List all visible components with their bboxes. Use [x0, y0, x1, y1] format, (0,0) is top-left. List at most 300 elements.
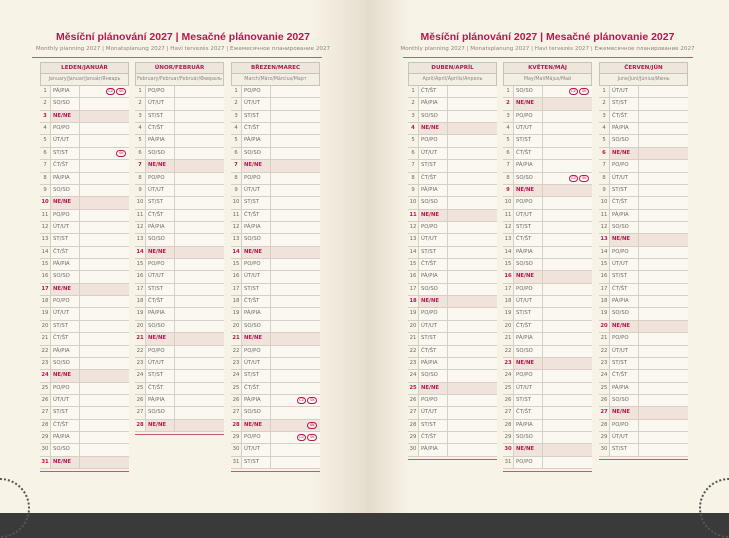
- day-row[interactable]: [599, 444, 688, 456]
- day-row[interactable]: [40, 234, 129, 246]
- day-row[interactable]: [135, 346, 224, 358]
- note-cell[interactable]: [271, 395, 320, 406]
- note-cell[interactable]: [271, 259, 320, 270]
- day-row[interactable]: [135, 333, 224, 345]
- note-cell[interactable]: [448, 284, 497, 295]
- note-cell[interactable]: [271, 111, 320, 122]
- day-row[interactable]: [135, 420, 224, 432]
- day-row[interactable]: [408, 432, 497, 444]
- day-row[interactable]: [40, 210, 129, 222]
- day-row[interactable]: [408, 210, 497, 222]
- day-row[interactable]: [503, 247, 592, 259]
- day-row[interactable]: [40, 370, 129, 382]
- day-row[interactable]: [135, 358, 224, 370]
- day-row[interactable]: [135, 111, 224, 123]
- note-cell[interactable]: [80, 444, 129, 455]
- note-cell[interactable]: [543, 247, 592, 258]
- day-row[interactable]: [408, 259, 497, 271]
- note-cell[interactable]: [80, 185, 129, 196]
- day-row[interactable]: [40, 346, 129, 358]
- note-cell[interactable]: [543, 123, 592, 134]
- day-row[interactable]: [231, 383, 320, 395]
- day-row[interactable]: [599, 407, 688, 419]
- day-row[interactable]: [408, 148, 497, 160]
- day-row[interactable]: [503, 234, 592, 246]
- note-cell[interactable]: [543, 308, 592, 319]
- day-row[interactable]: [503, 457, 592, 469]
- note-cell[interactable]: [175, 370, 224, 381]
- note-cell[interactable]: [448, 185, 497, 196]
- day-row[interactable]: [231, 197, 320, 209]
- day-row[interactable]: [231, 173, 320, 185]
- day-row[interactable]: [40, 148, 129, 160]
- note-cell[interactable]: [175, 259, 224, 270]
- day-row[interactable]: [408, 234, 497, 246]
- day-row[interactable]: [503, 333, 592, 345]
- day-row[interactable]: [231, 222, 320, 234]
- note-cell[interactable]: [175, 358, 224, 369]
- note-cell[interactable]: [543, 160, 592, 171]
- note-cell[interactable]: [543, 444, 592, 455]
- day-row[interactable]: [503, 346, 592, 358]
- day-row[interactable]: [40, 284, 129, 296]
- day-row[interactable]: [408, 420, 497, 432]
- day-row[interactable]: [599, 210, 688, 222]
- day-row[interactable]: [40, 185, 129, 197]
- day-row[interactable]: [599, 370, 688, 382]
- day-row[interactable]: [503, 123, 592, 135]
- note-cell[interactable]: [543, 197, 592, 208]
- day-row[interactable]: [135, 259, 224, 271]
- note-cell[interactable]: [639, 370, 688, 381]
- day-row[interactable]: [40, 86, 129, 98]
- note-cell[interactable]: [448, 98, 497, 109]
- note-cell[interactable]: [271, 321, 320, 332]
- day-row[interactable]: [503, 284, 592, 296]
- day-row[interactable]: [599, 197, 688, 209]
- day-row[interactable]: [231, 407, 320, 419]
- note-cell[interactable]: [448, 308, 497, 319]
- note-cell[interactable]: [639, 111, 688, 122]
- note-cell[interactable]: [175, 86, 224, 97]
- note-cell[interactable]: [80, 395, 129, 406]
- day-row[interactable]: [503, 197, 592, 209]
- note-cell[interactable]: [448, 432, 497, 443]
- note-cell[interactable]: [175, 346, 224, 357]
- day-row[interactable]: [503, 383, 592, 395]
- day-row[interactable]: [503, 321, 592, 333]
- note-cell[interactable]: [80, 111, 129, 122]
- note-cell[interactable]: [448, 173, 497, 184]
- note-cell[interactable]: [639, 98, 688, 109]
- note-cell[interactable]: [639, 123, 688, 134]
- day-row[interactable]: [231, 86, 320, 98]
- note-cell[interactable]: [80, 284, 129, 295]
- note-cell[interactable]: [80, 370, 129, 381]
- day-row[interactable]: [40, 98, 129, 110]
- day-row[interactable]: [503, 308, 592, 320]
- day-row[interactable]: [503, 98, 592, 110]
- day-row[interactable]: [503, 185, 592, 197]
- day-row[interactable]: [135, 185, 224, 197]
- day-row[interactable]: [503, 135, 592, 147]
- note-cell[interactable]: [639, 420, 688, 431]
- day-row[interactable]: [40, 395, 129, 407]
- note-cell[interactable]: [448, 234, 497, 245]
- day-row[interactable]: [408, 98, 497, 110]
- note-cell[interactable]: [639, 407, 688, 418]
- day-row[interactable]: [231, 111, 320, 123]
- note-cell[interactable]: [80, 358, 129, 369]
- note-cell[interactable]: [271, 135, 320, 146]
- day-row[interactable]: [135, 135, 224, 147]
- note-cell[interactable]: [80, 271, 129, 282]
- note-cell[interactable]: [448, 370, 497, 381]
- note-cell[interactable]: [448, 222, 497, 233]
- note-cell[interactable]: [639, 395, 688, 406]
- note-cell[interactable]: [271, 284, 320, 295]
- note-cell[interactable]: [80, 296, 129, 307]
- note-cell[interactable]: [543, 173, 592, 184]
- day-row[interactable]: [599, 333, 688, 345]
- day-row[interactable]: [135, 210, 224, 222]
- note-cell[interactable]: [271, 247, 320, 258]
- day-row[interactable]: [231, 271, 320, 283]
- note-cell[interactable]: [639, 308, 688, 319]
- note-cell[interactable]: [543, 395, 592, 406]
- note-cell[interactable]: [639, 210, 688, 221]
- day-row[interactable]: [135, 284, 224, 296]
- day-row[interactable]: [135, 247, 224, 259]
- note-cell[interactable]: [80, 383, 129, 394]
- day-row[interactable]: [408, 346, 497, 358]
- day-row[interactable]: [599, 185, 688, 197]
- note-cell[interactable]: [271, 457, 320, 468]
- day-row[interactable]: [40, 197, 129, 209]
- day-row[interactable]: [503, 111, 592, 123]
- note-cell[interactable]: [175, 234, 224, 245]
- note-cell[interactable]: [448, 148, 497, 159]
- day-row[interactable]: [599, 247, 688, 259]
- note-cell[interactable]: [175, 98, 224, 109]
- day-row[interactable]: [408, 271, 497, 283]
- day-row[interactable]: [599, 358, 688, 370]
- note-cell[interactable]: [543, 86, 592, 97]
- day-row[interactable]: [408, 308, 497, 320]
- note-cell[interactable]: [448, 444, 497, 455]
- day-row[interactable]: [231, 296, 320, 308]
- note-cell[interactable]: [448, 111, 497, 122]
- day-row[interactable]: [40, 173, 129, 185]
- note-cell[interactable]: [175, 308, 224, 319]
- note-cell[interactable]: [271, 407, 320, 418]
- note-cell[interactable]: [80, 173, 129, 184]
- note-cell[interactable]: [639, 234, 688, 245]
- day-row[interactable]: [408, 86, 497, 98]
- note-cell[interactable]: [271, 197, 320, 208]
- note-cell[interactable]: [448, 321, 497, 332]
- note-cell[interactable]: [543, 259, 592, 270]
- note-cell[interactable]: [639, 86, 688, 97]
- note-cell[interactable]: [271, 185, 320, 196]
- day-row[interactable]: [231, 185, 320, 197]
- day-row[interactable]: [231, 123, 320, 135]
- note-cell[interactable]: [543, 234, 592, 245]
- note-cell[interactable]: [639, 358, 688, 369]
- note-cell[interactable]: [448, 296, 497, 307]
- note-cell[interactable]: [271, 346, 320, 357]
- note-cell[interactable]: [448, 259, 497, 270]
- note-cell[interactable]: [543, 296, 592, 307]
- day-row[interactable]: [408, 383, 497, 395]
- day-row[interactable]: [503, 420, 592, 432]
- day-row[interactable]: [231, 370, 320, 382]
- day-row[interactable]: [40, 123, 129, 135]
- day-row[interactable]: [135, 395, 224, 407]
- day-row[interactable]: [231, 346, 320, 358]
- note-cell[interactable]: [175, 185, 224, 196]
- note-cell[interactable]: [543, 346, 592, 357]
- note-cell[interactable]: [543, 420, 592, 431]
- day-row[interactable]: [40, 222, 129, 234]
- note-cell[interactable]: [80, 457, 129, 468]
- day-row[interactable]: [231, 234, 320, 246]
- note-cell[interactable]: [448, 346, 497, 357]
- day-row[interactable]: [503, 395, 592, 407]
- day-row[interactable]: [503, 86, 592, 98]
- day-row[interactable]: [599, 234, 688, 246]
- note-cell[interactable]: [271, 333, 320, 344]
- day-row[interactable]: [231, 259, 320, 271]
- note-cell[interactable]: [448, 210, 497, 221]
- note-cell[interactable]: [80, 234, 129, 245]
- day-row[interactable]: [408, 160, 497, 172]
- note-cell[interactable]: [543, 111, 592, 122]
- day-row[interactable]: [599, 98, 688, 110]
- note-cell[interactable]: [543, 185, 592, 196]
- note-cell[interactable]: [271, 234, 320, 245]
- day-row[interactable]: [40, 135, 129, 147]
- day-row[interactable]: [135, 123, 224, 135]
- note-cell[interactable]: [448, 160, 497, 171]
- day-row[interactable]: [40, 444, 129, 456]
- note-cell[interactable]: [448, 247, 497, 258]
- day-row[interactable]: [599, 135, 688, 147]
- note-cell[interactable]: [80, 420, 129, 431]
- note-cell[interactable]: [271, 358, 320, 369]
- note-cell[interactable]: [639, 247, 688, 258]
- day-row[interactable]: [408, 111, 497, 123]
- day-row[interactable]: [503, 173, 592, 185]
- day-row[interactable]: [408, 185, 497, 197]
- note-cell[interactable]: [80, 222, 129, 233]
- note-cell[interactable]: [448, 383, 497, 394]
- note-cell[interactable]: [639, 160, 688, 171]
- note-cell[interactable]: [639, 321, 688, 332]
- day-row[interactable]: [599, 420, 688, 432]
- day-row[interactable]: [40, 383, 129, 395]
- note-cell[interactable]: [543, 432, 592, 443]
- note-cell[interactable]: [448, 86, 497, 97]
- day-row[interactable]: [135, 86, 224, 98]
- day-row[interactable]: [40, 259, 129, 271]
- day-row[interactable]: [135, 407, 224, 419]
- day-row[interactable]: [503, 432, 592, 444]
- day-row[interactable]: [599, 432, 688, 444]
- day-row[interactable]: [40, 333, 129, 345]
- note-cell[interactable]: [639, 259, 688, 270]
- note-cell[interactable]: [639, 432, 688, 443]
- day-row[interactable]: [503, 358, 592, 370]
- day-row[interactable]: [231, 148, 320, 160]
- note-cell[interactable]: [80, 321, 129, 332]
- note-cell[interactable]: [639, 222, 688, 233]
- note-cell[interactable]: [271, 86, 320, 97]
- note-cell[interactable]: [639, 135, 688, 146]
- day-row[interactable]: [231, 444, 320, 456]
- note-cell[interactable]: [80, 308, 129, 319]
- note-cell[interactable]: [271, 296, 320, 307]
- day-row[interactable]: [40, 358, 129, 370]
- note-cell[interactable]: [271, 370, 320, 381]
- day-row[interactable]: [408, 173, 497, 185]
- day-row[interactable]: [599, 308, 688, 320]
- day-row[interactable]: [408, 395, 497, 407]
- note-cell[interactable]: [175, 148, 224, 159]
- day-row[interactable]: [599, 222, 688, 234]
- day-row[interactable]: [599, 321, 688, 333]
- day-row[interactable]: [40, 308, 129, 320]
- note-cell[interactable]: [639, 185, 688, 196]
- note-cell[interactable]: [80, 210, 129, 221]
- note-cell[interactable]: [543, 271, 592, 282]
- note-cell[interactable]: [175, 173, 224, 184]
- day-row[interactable]: [231, 432, 320, 444]
- note-cell[interactable]: [639, 333, 688, 344]
- note-cell[interactable]: [448, 123, 497, 134]
- day-row[interactable]: [40, 457, 129, 469]
- note-cell[interactable]: [175, 197, 224, 208]
- note-cell[interactable]: [80, 135, 129, 146]
- day-row[interactable]: [503, 222, 592, 234]
- note-cell[interactable]: [448, 135, 497, 146]
- day-row[interactable]: [503, 407, 592, 419]
- note-cell[interactable]: [543, 148, 592, 159]
- note-cell[interactable]: [543, 457, 592, 468]
- day-row[interactable]: [231, 457, 320, 469]
- note-cell[interactable]: [175, 247, 224, 258]
- day-row[interactable]: [135, 98, 224, 110]
- day-row[interactable]: [135, 173, 224, 185]
- note-cell[interactable]: [448, 358, 497, 369]
- note-cell[interactable]: [448, 333, 497, 344]
- note-cell[interactable]: [271, 123, 320, 134]
- note-cell[interactable]: [80, 86, 129, 97]
- note-cell[interactable]: [80, 259, 129, 270]
- note-cell[interactable]: [639, 148, 688, 159]
- note-cell[interactable]: [271, 271, 320, 282]
- note-cell[interactable]: [80, 160, 129, 171]
- note-cell[interactable]: [271, 98, 320, 109]
- day-row[interactable]: [40, 296, 129, 308]
- note-cell[interactable]: [175, 210, 224, 221]
- note-cell[interactable]: [175, 284, 224, 295]
- note-cell[interactable]: [175, 135, 224, 146]
- note-cell[interactable]: [543, 321, 592, 332]
- note-cell[interactable]: [80, 98, 129, 109]
- note-cell[interactable]: [175, 333, 224, 344]
- day-row[interactable]: [503, 370, 592, 382]
- day-row[interactable]: [231, 333, 320, 345]
- note-cell[interactable]: [543, 210, 592, 221]
- note-cell[interactable]: [639, 346, 688, 357]
- day-row[interactable]: [408, 135, 497, 147]
- day-row[interactable]: [40, 271, 129, 283]
- day-row[interactable]: [231, 247, 320, 259]
- note-cell[interactable]: [175, 407, 224, 418]
- note-cell[interactable]: [80, 247, 129, 258]
- day-row[interactable]: [599, 383, 688, 395]
- note-cell[interactable]: [271, 160, 320, 171]
- day-row[interactable]: [40, 420, 129, 432]
- note-cell[interactable]: [271, 173, 320, 184]
- day-row[interactable]: [503, 259, 592, 271]
- note-cell[interactable]: [271, 420, 320, 431]
- day-row[interactable]: [231, 98, 320, 110]
- note-cell[interactable]: [175, 111, 224, 122]
- day-row[interactable]: [40, 160, 129, 172]
- day-row[interactable]: [408, 123, 497, 135]
- day-row[interactable]: [135, 370, 224, 382]
- day-row[interactable]: [599, 86, 688, 98]
- note-cell[interactable]: [543, 407, 592, 418]
- note-cell[interactable]: [175, 123, 224, 134]
- note-cell[interactable]: [80, 407, 129, 418]
- day-row[interactable]: [135, 383, 224, 395]
- day-row[interactable]: [599, 259, 688, 271]
- note-cell[interactable]: [80, 148, 129, 159]
- day-row[interactable]: [135, 197, 224, 209]
- note-cell[interactable]: [175, 383, 224, 394]
- note-cell[interactable]: [175, 271, 224, 282]
- day-row[interactable]: [40, 407, 129, 419]
- note-cell[interactable]: [448, 407, 497, 418]
- day-row[interactable]: [40, 111, 129, 123]
- day-row[interactable]: [135, 296, 224, 308]
- day-row[interactable]: [408, 370, 497, 382]
- day-row[interactable]: [231, 358, 320, 370]
- day-row[interactable]: [135, 234, 224, 246]
- day-row[interactable]: [503, 148, 592, 160]
- day-row[interactable]: [408, 321, 497, 333]
- note-cell[interactable]: [271, 383, 320, 394]
- note-cell[interactable]: [448, 420, 497, 431]
- note-cell[interactable]: [543, 333, 592, 344]
- day-row[interactable]: [135, 271, 224, 283]
- note-cell[interactable]: [80, 197, 129, 208]
- day-row[interactable]: [231, 395, 320, 407]
- note-cell[interactable]: [639, 271, 688, 282]
- note-cell[interactable]: [175, 160, 224, 171]
- day-row[interactable]: [599, 395, 688, 407]
- note-cell[interactable]: [543, 370, 592, 381]
- day-row[interactable]: [408, 333, 497, 345]
- note-cell[interactable]: [80, 346, 129, 357]
- note-cell[interactable]: [639, 296, 688, 307]
- day-row[interactable]: [599, 160, 688, 172]
- note-cell[interactable]: [639, 197, 688, 208]
- day-row[interactable]: [135, 222, 224, 234]
